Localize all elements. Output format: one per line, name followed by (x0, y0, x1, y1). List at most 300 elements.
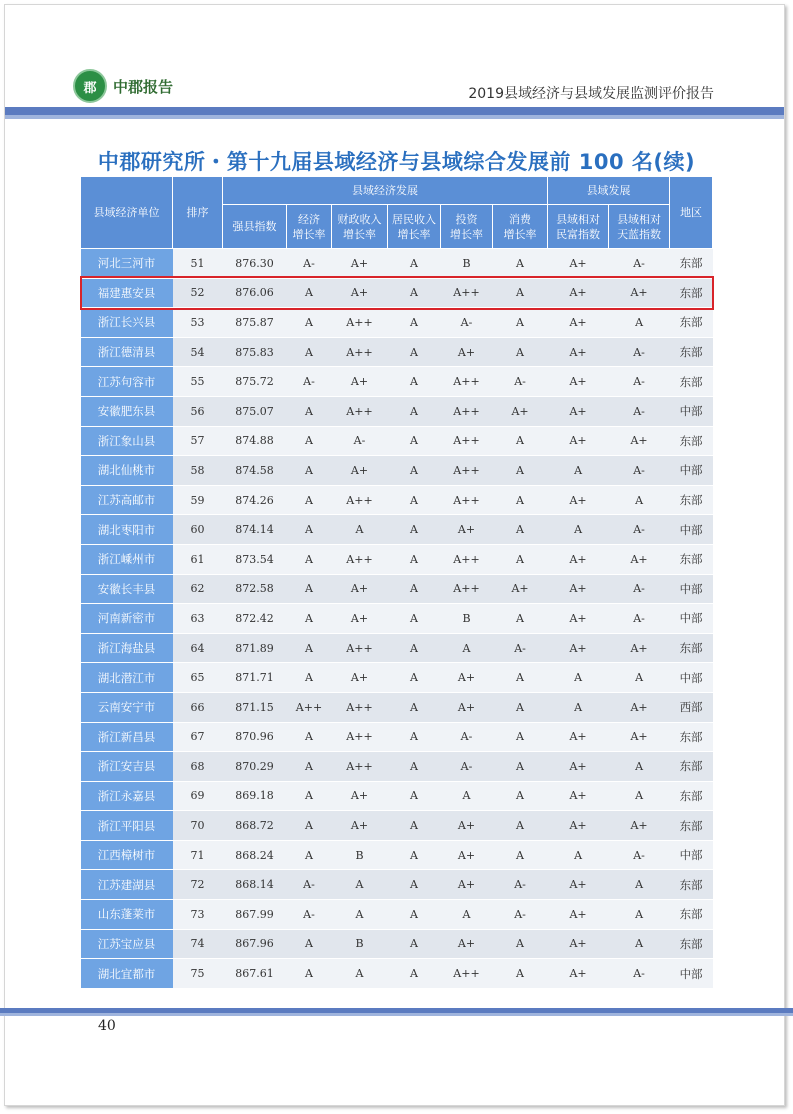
blue-sky-index-cell: A- (609, 367, 670, 397)
investment-growth-cell: A++ (441, 426, 493, 456)
economy-growth-cell: A (287, 308, 332, 338)
blue-sky-index-cell: A- (609, 337, 670, 367)
region-cell: 中部 (670, 456, 713, 486)
investment-growth-cell: A+ (441, 337, 493, 367)
investment-growth-cell: A+ (441, 663, 493, 693)
blue-sky-index-cell: A- (609, 959, 670, 989)
blue-sky-index-cell: A+ (609, 278, 670, 308)
investment-growth-cell: A (441, 900, 493, 930)
col-header-index: 强县指数 (223, 205, 287, 249)
wealth-index-cell: A+ (548, 249, 609, 279)
region-cell: 东部 (670, 485, 713, 515)
consumption-growth-cell: A (493, 752, 548, 782)
wealth-index-cell: A+ (548, 811, 609, 841)
blue-sky-index-cell: A+ (609, 633, 670, 663)
income-growth-cell: A (388, 456, 441, 486)
income-growth-cell: A (388, 574, 441, 604)
consumption-growth-cell: A (493, 781, 548, 811)
rank-cell: 54 (173, 337, 223, 367)
wealth-index-cell: A+ (548, 633, 609, 663)
table-row (81, 959, 713, 989)
consumption-growth-cell: A (493, 308, 548, 338)
col-header-rank: 排序 (173, 177, 223, 249)
header-divider-light (5, 115, 784, 119)
index-cell: 876.06 (223, 278, 287, 308)
fiscal-growth-cell: A++ (332, 396, 388, 426)
table-row (81, 249, 713, 279)
economy-growth-cell: A (287, 781, 332, 811)
unit-cell: 浙江永嘉县 (81, 781, 173, 811)
wealth-index-cell: A+ (548, 367, 609, 397)
index-cell: 874.88 (223, 426, 287, 456)
economy-growth-cell: A (287, 574, 332, 604)
investment-growth-cell: B (441, 249, 493, 279)
consumption-growth-cell: A- (493, 870, 548, 900)
unit-cell: 安徽长丰县 (81, 574, 173, 604)
region-cell: 东部 (670, 781, 713, 811)
rank-cell: 68 (173, 752, 223, 782)
region-cell: 东部 (670, 633, 713, 663)
rank-cell: 66 (173, 692, 223, 722)
rank-cell: 51 (173, 249, 223, 279)
index-cell: 871.71 (223, 663, 287, 693)
rank-cell: 64 (173, 633, 223, 663)
unit-cell: 浙江海盐县 (81, 633, 173, 663)
fiscal-growth-cell: A- (332, 426, 388, 456)
region-cell: 中部 (670, 959, 713, 989)
table-title: 中郡研究所・第十九届县域经济与县域综合发展前 100 名(续) (97, 150, 696, 174)
consumption-growth-cell: A (493, 663, 548, 693)
blue-sky-index-cell: A+ (609, 722, 670, 752)
table-row (81, 811, 713, 841)
table-row (81, 278, 713, 308)
economy-growth-cell: A (287, 426, 332, 456)
consumption-growth-cell: A (493, 249, 548, 279)
investment-growth-cell: A+ (441, 929, 493, 959)
economy-growth-cell: A (287, 959, 332, 989)
economy-growth-cell: A (287, 811, 332, 841)
fiscal-growth-cell: A++ (332, 544, 388, 574)
index-cell: 875.83 (223, 337, 287, 367)
investment-growth-cell: A++ (441, 278, 493, 308)
unit-cell: 浙江嵊州市 (81, 544, 173, 574)
region-cell: 东部 (670, 426, 713, 456)
blue-sky-index-cell: A+ (609, 426, 670, 456)
investment-growth-cell: A- (441, 722, 493, 752)
unit-cell: 浙江象山县 (81, 426, 173, 456)
consumption-growth-cell: A (493, 959, 548, 989)
blue-sky-index-cell: A+ (609, 811, 670, 841)
income-growth-cell: A (388, 544, 441, 574)
col-header-income-growth: 居民收入 增长率 (388, 205, 441, 249)
table-row (81, 900, 713, 930)
region-cell: 东部 (670, 278, 713, 308)
income-growth-cell: A (388, 929, 441, 959)
index-cell: 868.72 (223, 811, 287, 841)
investment-growth-cell: A++ (441, 544, 493, 574)
income-growth-cell: A (388, 692, 441, 722)
economy-growth-cell: A (287, 396, 332, 426)
index-cell: 875.72 (223, 367, 287, 397)
fiscal-growth-cell: A+ (332, 367, 388, 397)
blue-sky-index-cell: A (609, 485, 670, 515)
wealth-index-cell: A+ (548, 544, 609, 574)
fiscal-growth-cell: B (332, 929, 388, 959)
col-header-economy-growth: 经济 增长率 (287, 205, 332, 249)
fiscal-growth-cell: A+ (332, 278, 388, 308)
ranking-table (80, 176, 713, 989)
index-cell: 870.96 (223, 722, 287, 752)
wealth-index-cell: A (548, 840, 609, 870)
consumption-growth-cell: A (493, 811, 548, 841)
region-cell: 东部 (670, 308, 713, 338)
unit-cell: 江苏宝应县 (81, 929, 173, 959)
income-growth-cell: A (388, 959, 441, 989)
wealth-index-cell: A+ (548, 308, 609, 338)
unit-cell: 江苏句容市 (81, 367, 173, 397)
table-row (81, 367, 713, 397)
wealth-index-cell: A+ (548, 929, 609, 959)
economy-growth-cell: A (287, 633, 332, 663)
rank-cell: 55 (173, 367, 223, 397)
income-growth-cell: A (388, 811, 441, 841)
blue-sky-index-cell: A- (609, 396, 670, 426)
income-growth-cell: A (388, 426, 441, 456)
index-cell: 867.61 (223, 959, 287, 989)
rank-cell: 62 (173, 574, 223, 604)
unit-cell: 安徽肥东县 (81, 396, 173, 426)
blue-sky-index-cell: A- (609, 840, 670, 870)
income-growth-cell: A (388, 278, 441, 308)
income-growth-cell: A (388, 308, 441, 338)
table-row (81, 337, 713, 367)
unit-cell: 河南新密市 (81, 604, 173, 634)
table-row (81, 574, 713, 604)
consumption-growth-cell: A- (493, 633, 548, 663)
fiscal-growth-cell: A++ (332, 633, 388, 663)
col-header-region: 地区 (670, 177, 713, 249)
rank-cell: 73 (173, 900, 223, 930)
income-growth-cell: A (388, 367, 441, 397)
fiscal-growth-cell: B (332, 840, 388, 870)
income-growth-cell: A (388, 485, 441, 515)
wealth-index-cell: A+ (548, 752, 609, 782)
wealth-index-cell: A+ (548, 337, 609, 367)
col-header-wealth-index: 县域相对 民富指数 (548, 205, 609, 249)
table-row (81, 396, 713, 426)
index-cell: 870.29 (223, 752, 287, 782)
fiscal-growth-cell: A++ (332, 692, 388, 722)
col-header-blue-sky-index: 县域相对 天蓝指数 (609, 205, 670, 249)
investment-growth-cell: A+ (441, 515, 493, 545)
index-cell: 871.15 (223, 692, 287, 722)
fiscal-growth-cell: A+ (332, 456, 388, 486)
consumption-growth-cell: A (493, 485, 548, 515)
unit-cell: 浙江平阳县 (81, 811, 173, 841)
blue-sky-index-cell: A (609, 308, 670, 338)
blue-sky-index-cell: A- (609, 515, 670, 545)
unit-cell: 湖北宜都市 (81, 959, 173, 989)
wealth-index-cell: A (548, 663, 609, 693)
consumption-growth-cell: A (493, 278, 548, 308)
consumption-growth-cell: A (493, 456, 548, 486)
blue-sky-index-cell: A- (609, 604, 670, 634)
consumption-growth-cell: A (493, 929, 548, 959)
rank-cell: 74 (173, 929, 223, 959)
blue-sky-index-cell: A (609, 870, 670, 900)
economy-growth-cell: A (287, 722, 332, 752)
unit-cell: 浙江安吉县 (81, 752, 173, 782)
col-header-unit: 县域经济单位 (81, 177, 173, 249)
table-row (81, 308, 713, 338)
fiscal-growth-cell: A+ (332, 811, 388, 841)
rank-cell: 61 (173, 544, 223, 574)
rank-cell: 53 (173, 308, 223, 338)
wealth-index-cell: A+ (548, 959, 609, 989)
fiscal-growth-cell: A++ (332, 485, 388, 515)
table-row (81, 515, 713, 545)
table-body (81, 249, 713, 989)
economy-growth-cell: A (287, 544, 332, 574)
index-cell: 869.18 (223, 781, 287, 811)
table-row (81, 929, 713, 959)
income-growth-cell: A (388, 663, 441, 693)
fiscal-growth-cell: A++ (332, 337, 388, 367)
blue-sky-index-cell: A+ (609, 692, 670, 722)
fiscal-growth-cell: A++ (332, 308, 388, 338)
rank-cell: 72 (173, 870, 223, 900)
region-cell: 东部 (670, 337, 713, 367)
index-cell: 871.89 (223, 633, 287, 663)
fiscal-growth-cell: A+ (332, 574, 388, 604)
consumption-growth-cell: A (493, 337, 548, 367)
table-row (81, 426, 713, 456)
fiscal-growth-cell: A+ (332, 249, 388, 279)
table-row (81, 722, 713, 752)
unit-cell: 云南安宁市 (81, 692, 173, 722)
index-cell: 868.24 (223, 840, 287, 870)
index-cell: 876.30 (223, 249, 287, 279)
region-cell: 中部 (670, 663, 713, 693)
unit-cell: 浙江长兴县 (81, 308, 173, 338)
region-cell: 东部 (670, 722, 713, 752)
region-cell: 东部 (670, 900, 713, 930)
wealth-index-cell: A+ (548, 722, 609, 752)
economy-growth-cell: A- (287, 870, 332, 900)
table-row (81, 840, 713, 870)
blue-sky-index-cell: A+ (609, 544, 670, 574)
investment-growth-cell: A (441, 633, 493, 663)
blue-sky-index-cell: A (609, 900, 670, 930)
economy-growth-cell: A (287, 456, 332, 486)
region-cell: 东部 (670, 249, 713, 279)
consumption-growth-cell: A (493, 426, 548, 456)
unit-cell: 江苏高邮市 (81, 485, 173, 515)
income-growth-cell: A (388, 515, 441, 545)
economy-growth-cell: A (287, 604, 332, 634)
economy-growth-cell: A- (287, 249, 332, 279)
economy-growth-cell: A (287, 337, 332, 367)
blue-sky-index-cell: A- (609, 456, 670, 486)
consumption-growth-cell: A (493, 604, 548, 634)
index-cell: 875.07 (223, 396, 287, 426)
col-header-consumption-growth: 消费 增长率 (493, 205, 548, 249)
wealth-index-cell: A+ (548, 574, 609, 604)
wealth-index-cell: A (548, 456, 609, 486)
rank-cell: 70 (173, 811, 223, 841)
consumption-growth-cell: A+ (493, 574, 548, 604)
investment-growth-cell: A- (441, 752, 493, 782)
zhongjun-emblem-icon: 郡 (73, 69, 107, 103)
wealth-index-cell: A+ (548, 604, 609, 634)
blue-sky-index-cell: A (609, 752, 670, 782)
table-row (81, 456, 713, 486)
fiscal-growth-cell: A (332, 900, 388, 930)
fiscal-growth-cell: A+ (332, 604, 388, 634)
table-row (81, 870, 713, 900)
rank-cell: 59 (173, 485, 223, 515)
investment-growth-cell: A++ (441, 456, 493, 486)
income-growth-cell: A (388, 840, 441, 870)
region-cell: 东部 (670, 929, 713, 959)
income-growth-cell: A (388, 337, 441, 367)
unit-cell: 河北三河市 (81, 249, 173, 279)
blue-sky-index-cell: A (609, 781, 670, 811)
region-cell: 中部 (670, 396, 713, 426)
economy-growth-cell: A (287, 752, 332, 782)
region-cell: 中部 (670, 574, 713, 604)
table-row (81, 544, 713, 574)
index-cell: 872.58 (223, 574, 287, 604)
unit-cell: 江西樟树市 (81, 840, 173, 870)
wealth-index-cell: A+ (548, 870, 609, 900)
investment-growth-cell: A+ (441, 692, 493, 722)
index-cell: 873.54 (223, 544, 287, 574)
blue-sky-index-cell: A- (609, 574, 670, 604)
consumption-growth-cell: A (493, 692, 548, 722)
income-growth-cell: A (388, 249, 441, 279)
unit-cell: 山东蓬莱市 (81, 900, 173, 930)
table-row (81, 781, 713, 811)
economy-growth-cell: A (287, 485, 332, 515)
unit-cell: 浙江新昌县 (81, 722, 173, 752)
consumption-growth-cell: A- (493, 367, 548, 397)
economy-growth-cell: A++ (287, 692, 332, 722)
investment-growth-cell: B (441, 604, 493, 634)
region-cell: 中部 (670, 515, 713, 545)
fiscal-growth-cell: A++ (332, 752, 388, 782)
group-header-economy: 县域经济发展 (223, 177, 548, 205)
blue-sky-index-cell: A (609, 663, 670, 693)
income-growth-cell: A (388, 781, 441, 811)
investment-growth-cell: A++ (441, 959, 493, 989)
table-row (81, 485, 713, 515)
table-row (81, 752, 713, 782)
wealth-index-cell: A+ (548, 278, 609, 308)
consumption-growth-cell: A+ (493, 396, 548, 426)
col-header-fiscal-growth: 财政收入 增长率 (332, 205, 388, 249)
income-growth-cell: A (388, 722, 441, 752)
index-cell: 874.14 (223, 515, 287, 545)
economy-growth-cell: A (287, 663, 332, 693)
blue-sky-index-cell: A- (609, 249, 670, 279)
rank-cell: 52 (173, 278, 223, 308)
investment-growth-cell: A- (441, 308, 493, 338)
unit-cell: 湖北潜江市 (81, 663, 173, 693)
wealth-index-cell: A+ (548, 781, 609, 811)
region-cell: 西部 (670, 692, 713, 722)
investment-growth-cell: A++ (441, 574, 493, 604)
consumption-growth-cell: A (493, 840, 548, 870)
wealth-index-cell: A (548, 515, 609, 545)
table-row (81, 633, 713, 663)
wealth-index-cell: A+ (548, 396, 609, 426)
index-cell: 872.42 (223, 604, 287, 634)
unit-cell: 浙江德清县 (81, 337, 173, 367)
region-cell: 东部 (670, 544, 713, 574)
fiscal-growth-cell: A+ (332, 663, 388, 693)
consumption-growth-cell: A (493, 515, 548, 545)
rank-cell: 67 (173, 722, 223, 752)
index-cell: 874.58 (223, 456, 287, 486)
rank-cell: 75 (173, 959, 223, 989)
economy-growth-cell: A (287, 929, 332, 959)
income-growth-cell: A (388, 633, 441, 663)
index-cell: 867.99 (223, 900, 287, 930)
logo-text: 中郡报告 (113, 77, 174, 96)
investment-growth-cell: A++ (441, 485, 493, 515)
zhongjun-logo (73, 69, 173, 103)
wealth-index-cell: A+ (548, 485, 609, 515)
income-growth-cell: A (388, 396, 441, 426)
region-cell: 中部 (670, 604, 713, 634)
col-header-investment-growth: 投资 增长率 (441, 205, 493, 249)
investment-growth-cell: A++ (441, 367, 493, 397)
rank-cell: 71 (173, 840, 223, 870)
consumption-growth-cell: A- (493, 900, 548, 930)
index-cell: 868.14 (223, 870, 287, 900)
region-cell: 中部 (670, 840, 713, 870)
economy-growth-cell: A- (287, 367, 332, 397)
economy-growth-cell: A (287, 278, 332, 308)
page-number: 40 (98, 1018, 116, 1034)
economy-growth-cell: A (287, 840, 332, 870)
investment-growth-cell: A+ (441, 840, 493, 870)
fiscal-growth-cell: A (332, 959, 388, 989)
income-growth-cell: A (388, 604, 441, 634)
fiscal-growth-cell: A (332, 870, 388, 900)
income-growth-cell: A (388, 870, 441, 900)
unit-cell: 湖北枣阳市 (81, 515, 173, 545)
wealth-index-cell: A+ (548, 426, 609, 456)
consumption-growth-cell: A (493, 722, 548, 752)
economy-growth-cell: A- (287, 900, 332, 930)
region-cell: 东部 (670, 367, 713, 397)
rank-cell: 63 (173, 604, 223, 634)
header-divider (5, 107, 784, 115)
wealth-index-cell: A (548, 692, 609, 722)
fiscal-growth-cell: A+ (332, 781, 388, 811)
income-growth-cell: A (388, 752, 441, 782)
index-cell: 867.96 (223, 929, 287, 959)
index-cell: 875.87 (223, 308, 287, 338)
investment-growth-cell: A+ (441, 870, 493, 900)
economy-growth-cell: A (287, 515, 332, 545)
rank-cell: 57 (173, 426, 223, 456)
rank-cell: 56 (173, 396, 223, 426)
wealth-index-cell: A+ (548, 900, 609, 930)
report-title: 2019县域经济与县域发展监测评价报告 (468, 86, 714, 102)
